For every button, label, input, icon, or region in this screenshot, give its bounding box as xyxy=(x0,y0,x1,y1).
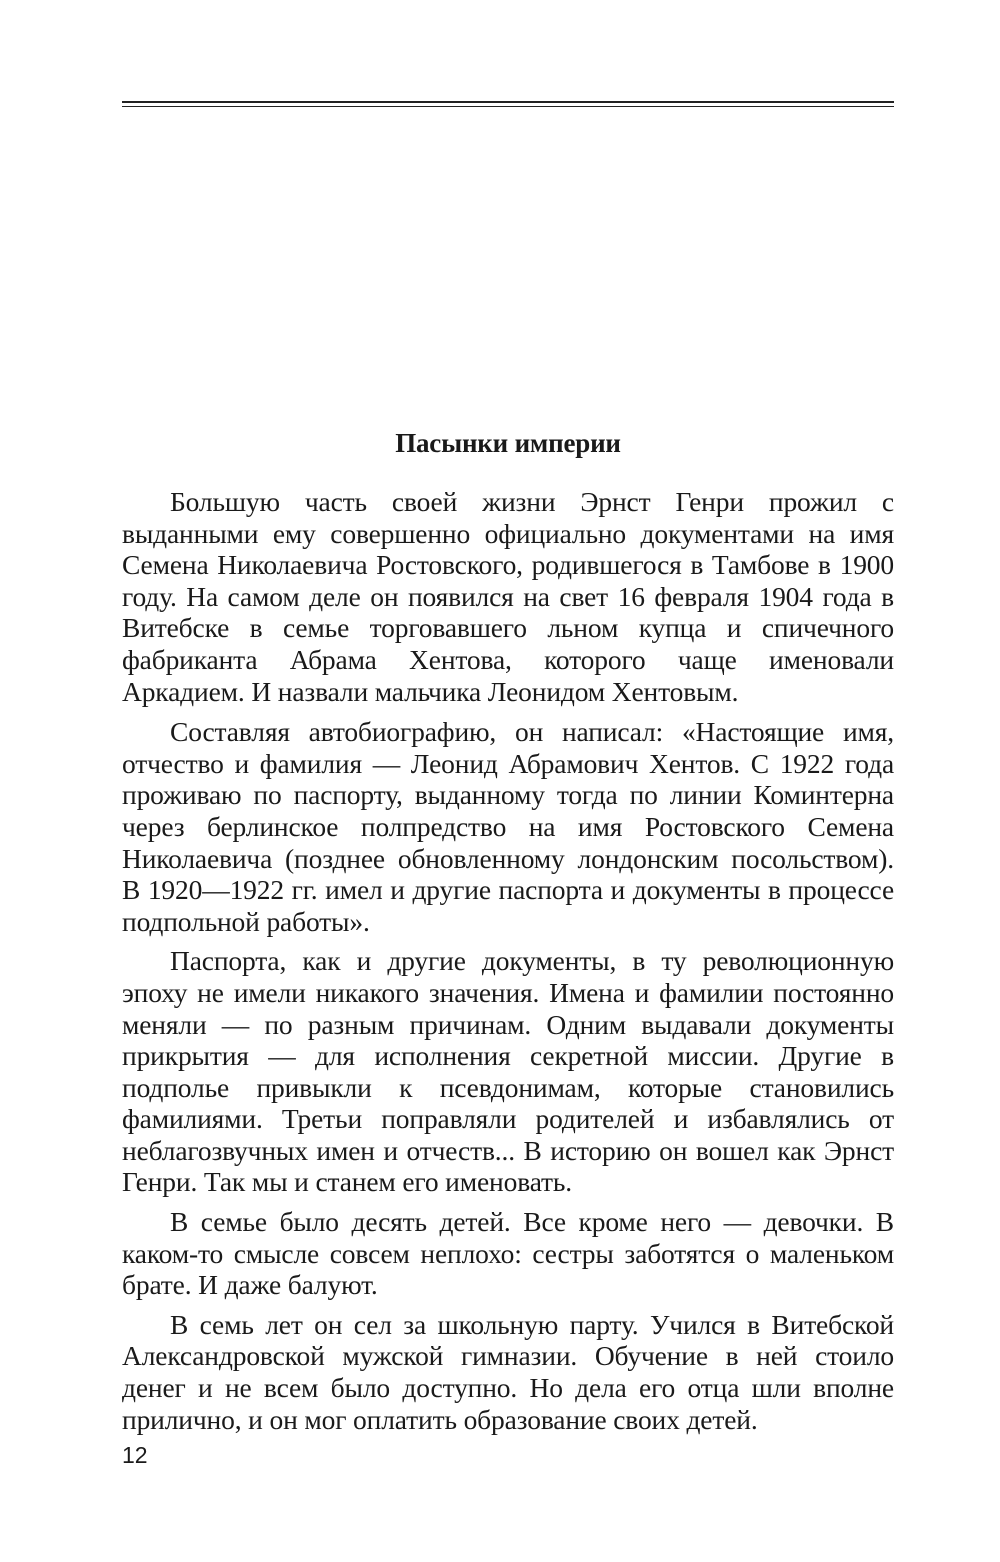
header-rule-thick xyxy=(122,101,894,103)
page-number: 12 xyxy=(122,1442,148,1468)
paragraph: Составляя автобиографию, он написал: «Настоящие имя, отчество и фамилия — Леонид Абрамович Хентов. С 1922 года проживаю по паспорту, выданному тогда по линии Коминтерна через берлинское полпредство на имя Ростовского Семена Николаевича (позднее обновленному лондонским посольством). В 1920—1922 гг. имел и другие паспорта и документы в процессе подпольной работы». xyxy=(122,716,894,937)
paragraph: Паспорта, как и другие документы, в ту революционную эпоху не имели никакого значения. Имена и фамилии постоянно меняли — по разным причинам. Одним выдавали документы прикрытия — для исполнения секретной миссии. Другие в подполье привыкли к псевдонимам, которые становились фамилиями. Третьи поправляли родителей и избавлялись от неблагозвучных имен и отчеств... В историю он вошел как Эрнст Генри. Так мы и станем его именовать. xyxy=(122,945,894,1198)
header-rule-thin xyxy=(122,106,894,107)
paragraph: Большую часть своей жизни Эрнст Генри прожил с выданными ему совершенно официально документами на имя Семена Николаевича Ростовского, родившегося в Тамбове в 1900 году. На самом деле он появился на свет 16 февраля 1904 года в Витебске в семье торговавшего льном купца и спичечного фабриканта Абрама Хентова, которого чаще именовали Аркадием. И назвали мальчика Леонидом Хентовым. xyxy=(122,486,894,707)
paragraph: В семь лет он сел за школьную парту. Учился в Витебской Александровской мужской гимназии. Обучение в ней стоило денег и не всем было доступно. Но дела его отца шли вполне прилично, и он мог оплатить образование своих детей. xyxy=(122,1308,894,1435)
body-text xyxy=(122,486,894,1443)
chapter-title: Пасынки империи xyxy=(395,428,621,458)
paragraph: В семье было десять детей. Все кроме него — девочки. В каком-то смысле совсем неплохо: сестры заботятся о маленьком брате. И даже балуют. xyxy=(122,1206,894,1301)
